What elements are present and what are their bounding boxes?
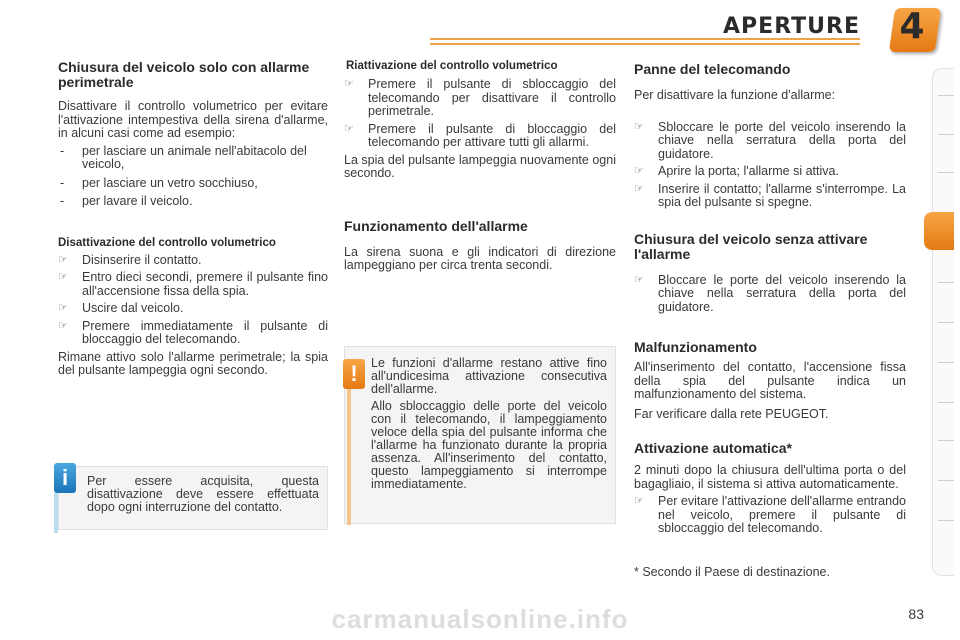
- info-icon: i: [54, 463, 76, 493]
- list-item: - per lasciare un animale nell'abitacolo del veicolo,: [58, 145, 328, 172]
- list-item: ☞ Per evitare l'attivazione dell'allarme entrando nel veicolo, premere il pulsante di sbloccaggio del telecomando.: [634, 494, 906, 535]
- pointing-hand-icon: ☞: [634, 165, 644, 177]
- chapter-tab[interactable]: [938, 402, 954, 403]
- page-number: 83: [908, 606, 924, 622]
- list-item: - per lasciare un vetro socchiuso,: [58, 177, 328, 191]
- section-title-alarm-operation: Funzionamento dell'allarme: [344, 217, 528, 234]
- pointing-hand-icon: ☞: [634, 120, 644, 133]
- list-item: ☞ Sbloccare le porte del veicolo inserendo la chiave nella serratura della porta del guidatore.: [634, 119, 906, 161]
- chapter-number: 4: [899, 6, 925, 47]
- warning-text: Allo sbloccaggio delle porte del veicolo con il telecomando, il lampeggiamento veloce della spia del pulsante informa che l'allarme ha funzionato durante la propria assenza. All'inserimento del contatto, questo lampeggiamento si interrompe immediatamente.: [371, 399, 607, 491]
- section-title-malfunction: Malfunzionamento: [634, 339, 757, 355]
- warning-icon: !: [343, 359, 365, 389]
- malfunction-text: All'inserimento del contatto, l'accensione fissa della spia del pulsante indica un malfunzionamento del sistema.: [634, 360, 906, 401]
- section-title-auto-activation: Attivazione automatica*: [634, 440, 792, 456]
- chapter-tab[interactable]: [938, 362, 954, 363]
- pointing-hand-icon: ☞: [58, 253, 68, 266]
- pointing-hand-icon: ☞: [58, 319, 68, 332]
- chapter-tab[interactable]: [938, 172, 954, 173]
- info-note: [58, 466, 328, 530]
- chapter-tab[interactable]: [938, 520, 954, 521]
- pointing-hand-icon: ☞: [58, 302, 68, 314]
- list-item: ☞ Uscire dal veicolo.: [58, 301, 184, 315]
- info-note-text: Per essere acquisita, questa disattivazione deve essere effettuata dopo ogni interruzione del contatto.: [87, 474, 319, 514]
- pointing-hand-icon: ☞: [344, 122, 354, 135]
- chapter-tab[interactable]: [938, 480, 954, 481]
- pointing-hand-icon: ☞: [634, 182, 644, 195]
- alarm-operation-text: La sirena suona e gli indicatori di direzione lampeggiano per circa trenta secondi.: [344, 244, 616, 272]
- column-middle: [344, 60, 616, 273]
- footnote: * Secondo il Paese di destinazione.: [634, 564, 830, 579]
- subsection-title-reactivation: Riattivazione del controllo volumetrico: [346, 60, 558, 72]
- header-stripe: [430, 43, 860, 45]
- pointing-hand-icon: ☞: [58, 271, 68, 283]
- list-item: ☞ Premere immediatamente il pulsante di bloccaggio del telecomando.: [58, 318, 328, 346]
- section-title-perimeter: Chiusura del veicolo solo con allarme perimetrale: [58, 59, 310, 90]
- section-title-remote-failure: Panne del telecomando: [634, 61, 791, 77]
- info-strip: [54, 493, 58, 533]
- chapter-tab-active[interactable]: [924, 212, 954, 250]
- warning-note: [344, 346, 616, 524]
- auto-activation-text: 2 minuti dopo la chiusura dell'ultima porta o del bagagliaio, il sistema si attiva automaticamente.: [634, 463, 906, 491]
- list-item: ☞ Premere il pulsante di sbloccaggio del telecomando per disattivare il controllo perimetrale.: [344, 77, 616, 118]
- chapter-tab[interactable]: [938, 95, 954, 96]
- list-item: ☞ Premere il pulsante di bloccaggio del telecomando per attivare tutti gli allarmi.: [344, 121, 616, 149]
- list-item: ☞ Bloccare le porte del veicolo inserendo la chiave nella serratura della porta del guidatore.: [634, 272, 906, 314]
- list-item: ☞ Disinserire il contatto.: [58, 252, 202, 267]
- chapter-tab[interactable]: [938, 282, 954, 283]
- list-item: ☞ Aprire la porta; l'allarme si attiva.: [634, 164, 839, 178]
- pointing-hand-icon: ☞: [344, 78, 354, 90]
- outro-text: Rimane attivo solo l'allarme perimetrale; la spia del pulsante lampeggia ogni secondo.: [58, 349, 328, 377]
- pointing-hand-icon: ☞: [634, 273, 644, 286]
- chapter-tab[interactable]: [938, 322, 954, 323]
- chapter-tab[interactable]: [938, 134, 954, 135]
- warning-text: Le funzioni d'allarme restano attive fino all'undicesima attivazione consecutiva dell'allarme.: [371, 356, 607, 396]
- step-list: [58, 254, 328, 347]
- dash-list: [58, 145, 328, 209]
- pointing-hand-icon: ☞: [634, 495, 644, 507]
- step-list: [634, 495, 906, 536]
- remote-failure-intro: Per disattivare la funzione d'allarme:: [634, 88, 836, 102]
- list-item: ☞ Inserire il contatto; l'allarme s'interrompe. La spia del pulsante si spegne.: [634, 181, 906, 209]
- column-left: [58, 60, 328, 378]
- subsection-title-deactivation: Disattivazione del controllo volumetrico: [58, 236, 276, 249]
- list-item: ☞ Entro dieci secondi, premere il pulsante fino all'accensione fissa della spia.: [58, 270, 328, 298]
- intro-text: Disattivare il controllo volumetrico per evitare l'attivazione intempestiva della sirena d'allarme, in alcuni casi come ad esempio:: [58, 99, 328, 140]
- chapter-tab[interactable]: [938, 440, 954, 441]
- chapter-title: APERTURE: [723, 14, 860, 39]
- step-list: [344, 78, 616, 150]
- outro-text: La spia del pulsante lampeggia nuovamente ogni secondo.: [344, 152, 616, 180]
- step-list: [634, 274, 906, 315]
- list-item: - per lavare il veicolo.: [58, 195, 328, 209]
- section-title-lock-without-alarm: Chiusura del veicolo senza attivare l'allarme: [634, 230, 868, 262]
- warning-strip: [347, 389, 351, 525]
- malfunction-text: Far verificare dalla rete PEUGEOT.: [634, 406, 829, 421]
- column-right: [634, 60, 906, 579]
- watermark: carmanualsonline.info: [331, 604, 629, 634]
- step-list: [634, 121, 906, 210]
